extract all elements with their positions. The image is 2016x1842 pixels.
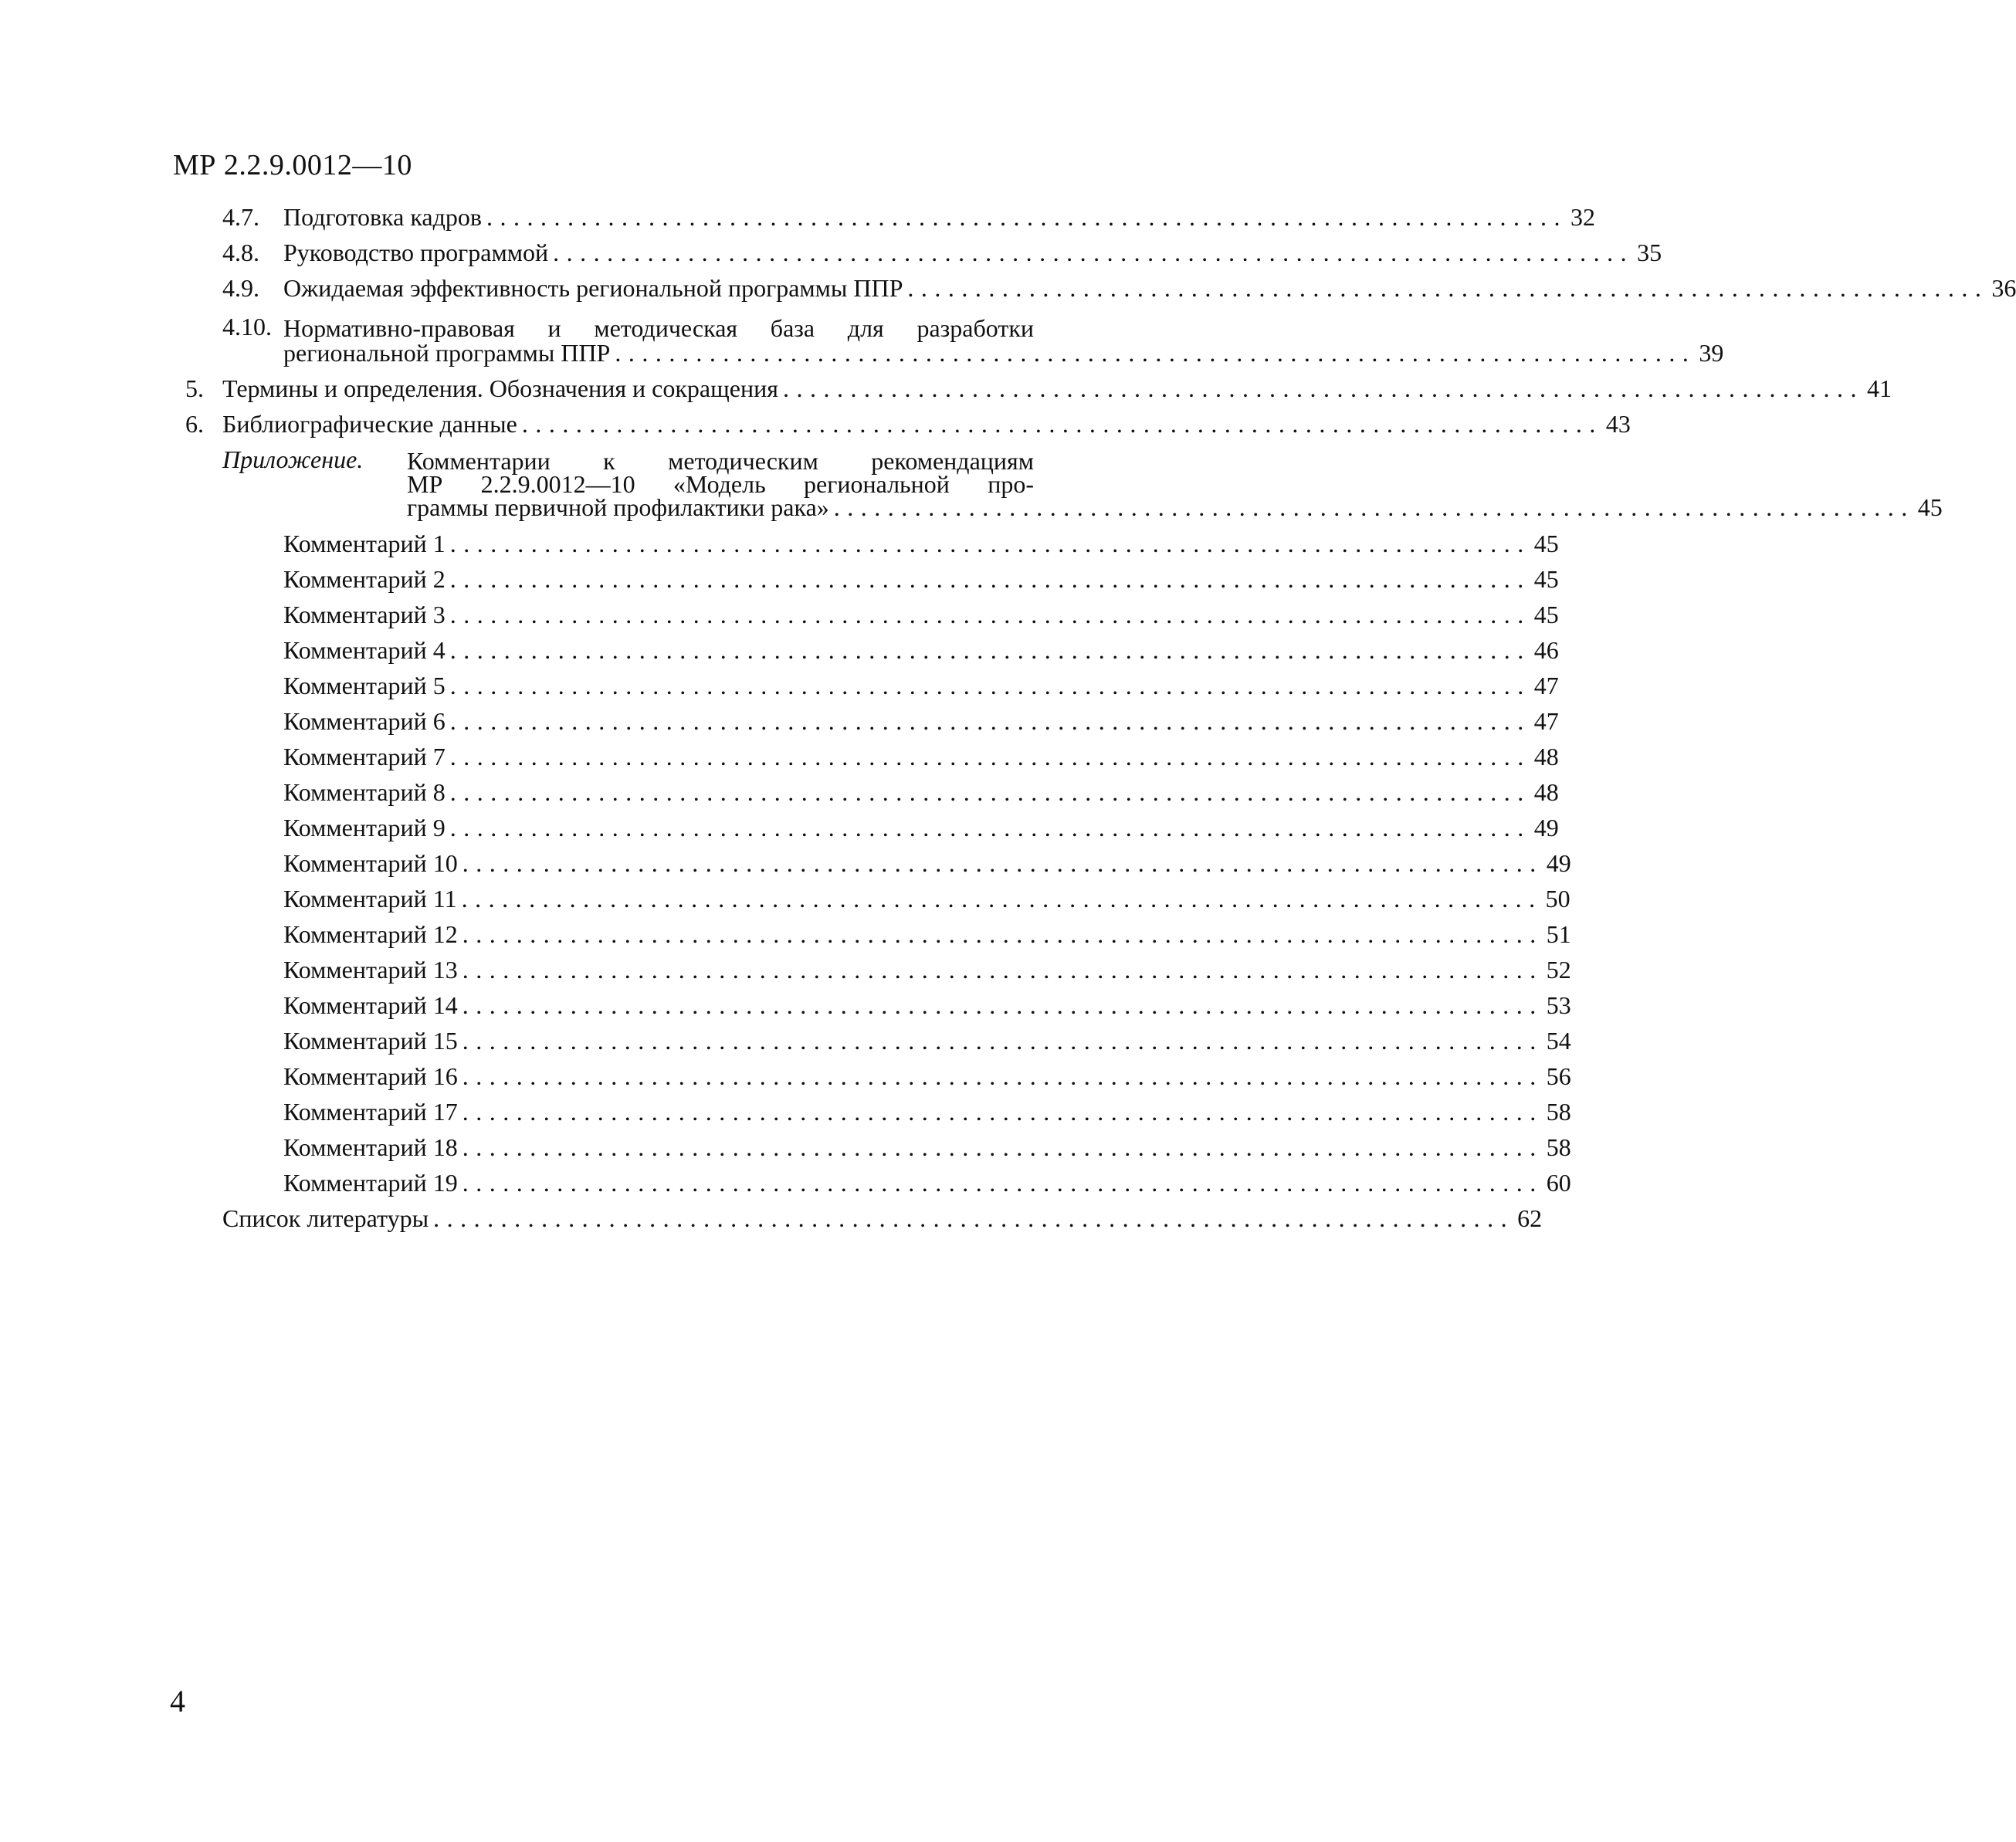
toc-entry-page: 54 [1546, 1027, 1571, 1055]
dot-leader: ................................................................................ [462, 991, 1543, 1019]
dot-leader: ................................................................................ [553, 239, 1635, 266]
dot-leader: ................................................................................ [462, 1098, 1543, 1126]
dot-leader: ................................................................................ [462, 1027, 1543, 1055]
toc-entry-page: 46 [1533, 636, 1559, 664]
toc-entry[interactable] [283, 239, 1662, 269]
dot-leader: ................................................................................ [486, 203, 1567, 231]
toc-entry-page: 62 [1517, 1204, 1543, 1232]
toc-entry-comment[interactable] [283, 1027, 1571, 1058]
toc-entry-page: 45 [1917, 493, 1943, 521]
toc-entry-comment[interactable] [283, 672, 1559, 703]
toc-entry-title: Комментарий 16 [283, 1062, 458, 1090]
toc-entry-title: граммы первичной профилактики рака» [407, 493, 829, 521]
dot-leader: ................................................................................ [462, 849, 1543, 877]
dot-leader: ................................................................................ [449, 601, 1531, 628]
toc-entry-comment[interactable] [283, 1133, 1571, 1164]
toc-entry-title: Комментарий 14 [283, 991, 458, 1019]
dot-leader: ................................................................................ [449, 778, 1531, 806]
toc-entry-page: 32 [1570, 203, 1595, 231]
toc-entry-comment[interactable] [283, 1169, 1571, 1200]
dot-leader: ................................................................................ [449, 743, 1531, 770]
toc-entry-page: 39 [1699, 339, 1724, 367]
toc-entry-title: Комментарий 9 [283, 814, 446, 841]
toc-entry-page: 51 [1546, 920, 1571, 948]
toc-entry-title: Комментарий 3 [283, 601, 446, 628]
toc-entry-comment[interactable] [283, 707, 1559, 738]
toc-entry-title: Комментарий 1 [283, 530, 446, 557]
toc-entry-comment[interactable] [283, 565, 1559, 596]
toc-entry-comment[interactable] [283, 743, 1559, 774]
dot-leader: ................................................................................ [615, 339, 1696, 367]
toc-entry-title: Комментарий 2 [283, 565, 446, 593]
dot-leader: ................................................................................ [449, 565, 1531, 593]
toc-entry-page: 60 [1546, 1169, 1571, 1197]
toc-entry-comment[interactable] [283, 778, 1559, 809]
toc-entry-comment[interactable] [283, 1098, 1571, 1129]
toc-entry-comment[interactable] [283, 956, 1571, 987]
dot-leader: ................................................................................ [462, 920, 1543, 948]
toc-entry-page: 45 [1533, 565, 1559, 593]
dot-leader: ................................................................................ [782, 374, 1864, 402]
toc-entry-title: Руководство программой [283, 239, 549, 266]
toc-entry-title: Комментарий 13 [283, 956, 458, 984]
toc-entry-title: Комментарий 18 [283, 1133, 458, 1161]
toc-entry-comment[interactable] [283, 849, 1571, 880]
toc-entry-title: Подготовка кадров [283, 203, 482, 231]
toc-entry[interactable] [283, 339, 1724, 370]
toc-entry-page: 48 [1533, 778, 1559, 806]
toc-entry-comment[interactable] [283, 1062, 1571, 1093]
toc-entry-title: Комментарий 19 [283, 1169, 458, 1197]
appendix-title-line1: Комментарии к методическим рекомендациям [407, 447, 1034, 475]
toc-entry-title: Комментарий 8 [283, 778, 446, 806]
toc-entry-page: 47 [1533, 707, 1559, 735]
toc-entry-appendix[interactable] [407, 493, 1943, 524]
toc-entry-title: Комментарий 7 [283, 743, 446, 770]
toc-entry-page: 58 [1546, 1098, 1571, 1126]
toc-entry-title: Комментарий 17 [283, 1098, 458, 1126]
dot-leader: ................................................................................ [449, 707, 1531, 735]
toc-number: 4.7. [222, 203, 259, 231]
toc-entry-title: Термины и определения. Обозначения и сокращения [222, 374, 778, 402]
toc-entry-page: 45 [1533, 601, 1559, 628]
toc-entry-title: Комментарий 12 [283, 920, 458, 948]
toc-entry-title: Комментарий 10 [283, 849, 458, 877]
dot-leader: ................................................................................ [449, 530, 1531, 557]
toc-entry-page: 47 [1533, 672, 1559, 699]
toc-entry-comment[interactable] [283, 991, 1571, 1022]
toc-entry-page: 50 [1545, 885, 1570, 913]
toc-entry-page: 52 [1546, 956, 1571, 984]
toc-entry-comment[interactable] [283, 636, 1559, 667]
toc-entry-page: 43 [1605, 410, 1631, 438]
toc-entry[interactable] [222, 410, 1631, 441]
dot-leader: ................................................................................ [461, 885, 1543, 913]
toc-entry-title: Комментарий 5 [283, 672, 446, 699]
toc-entry-comment[interactable] [283, 814, 1559, 845]
page-number: 4 [170, 1684, 185, 1718]
toc-entry-title: Комментарий 6 [283, 707, 446, 735]
toc-entry-title-line1: Нормативно-правовая и методическая база для разработки [283, 314, 1034, 342]
document-header: МР 2.2.9.0012—10 [173, 149, 412, 181]
dot-leader: ................................................................................ [907, 274, 1989, 302]
toc-entry-page: 56 [1546, 1062, 1571, 1090]
toc-entry-title: региональной программы ППР [283, 339, 611, 367]
toc-entry-page: 49 [1546, 849, 1571, 877]
toc-entry-page: 49 [1533, 814, 1559, 841]
toc-entry-page: 45 [1533, 530, 1559, 557]
appendix-title-line2: МР 2.2.9.0012—10 «Модель региональной про- [407, 470, 1034, 498]
dot-leader: ................................................................................ [462, 1133, 1543, 1161]
toc-entry-comment[interactable] [283, 920, 1571, 951]
toc-entry-comment[interactable] [283, 530, 1559, 560]
toc-entry-title: Библиографические данные [222, 410, 517, 438]
dot-leader: ................................................................................ [521, 410, 1603, 438]
toc-entry-comment[interactable] [283, 885, 1570, 916]
toc-entry-title: Список литературы [222, 1204, 429, 1232]
toc-number: 4.9. [222, 274, 259, 302]
dot-leader: ................................................................................ [462, 956, 1543, 984]
toc-entry-page: 53 [1546, 991, 1571, 1019]
dot-leader: ................................................................................ [449, 636, 1531, 664]
dot-leader: ................................................................................ [449, 814, 1531, 841]
toc-entry-page: 36 [1991, 274, 2016, 302]
toc-number: 6. [185, 410, 204, 438]
dot-leader: ................................................................................ [433, 1204, 1515, 1232]
dot-leader: ................................................................................ [462, 1062, 1543, 1090]
dot-leader: ................................................................................ [449, 672, 1531, 699]
toc-entry-page: 41 [1866, 374, 1892, 402]
toc-entry-comment[interactable] [283, 601, 1559, 631]
appendix-label: Приложение. [222, 445, 364, 473]
dot-leader: ................................................................................ [833, 493, 1915, 521]
dot-leader: ................................................................................ [462, 1169, 1543, 1197]
toc-entry-references[interactable] [222, 1204, 1543, 1235]
toc-entry-title: Комментарий 15 [283, 1027, 458, 1055]
toc-entry-page: 58 [1546, 1133, 1571, 1161]
toc-entry-page: 35 [1637, 239, 1662, 266]
toc-entry[interactable] [283, 274, 2016, 305]
toc-entry-page: 48 [1533, 743, 1559, 770]
toc-number: 5. [185, 374, 204, 402]
toc-entry[interactable] [283, 203, 1595, 234]
toc-entry-title: Ожидаемая эффективность региональной программы ППР [283, 274, 903, 302]
toc-entry-title: Комментарий 4 [283, 636, 446, 664]
toc-number: 4.10. [222, 313, 272, 340]
toc-entry-title: Комментарий 11 [283, 885, 457, 913]
toc-entry[interactable] [222, 374, 1892, 405]
toc-number: 4.8. [222, 239, 259, 266]
